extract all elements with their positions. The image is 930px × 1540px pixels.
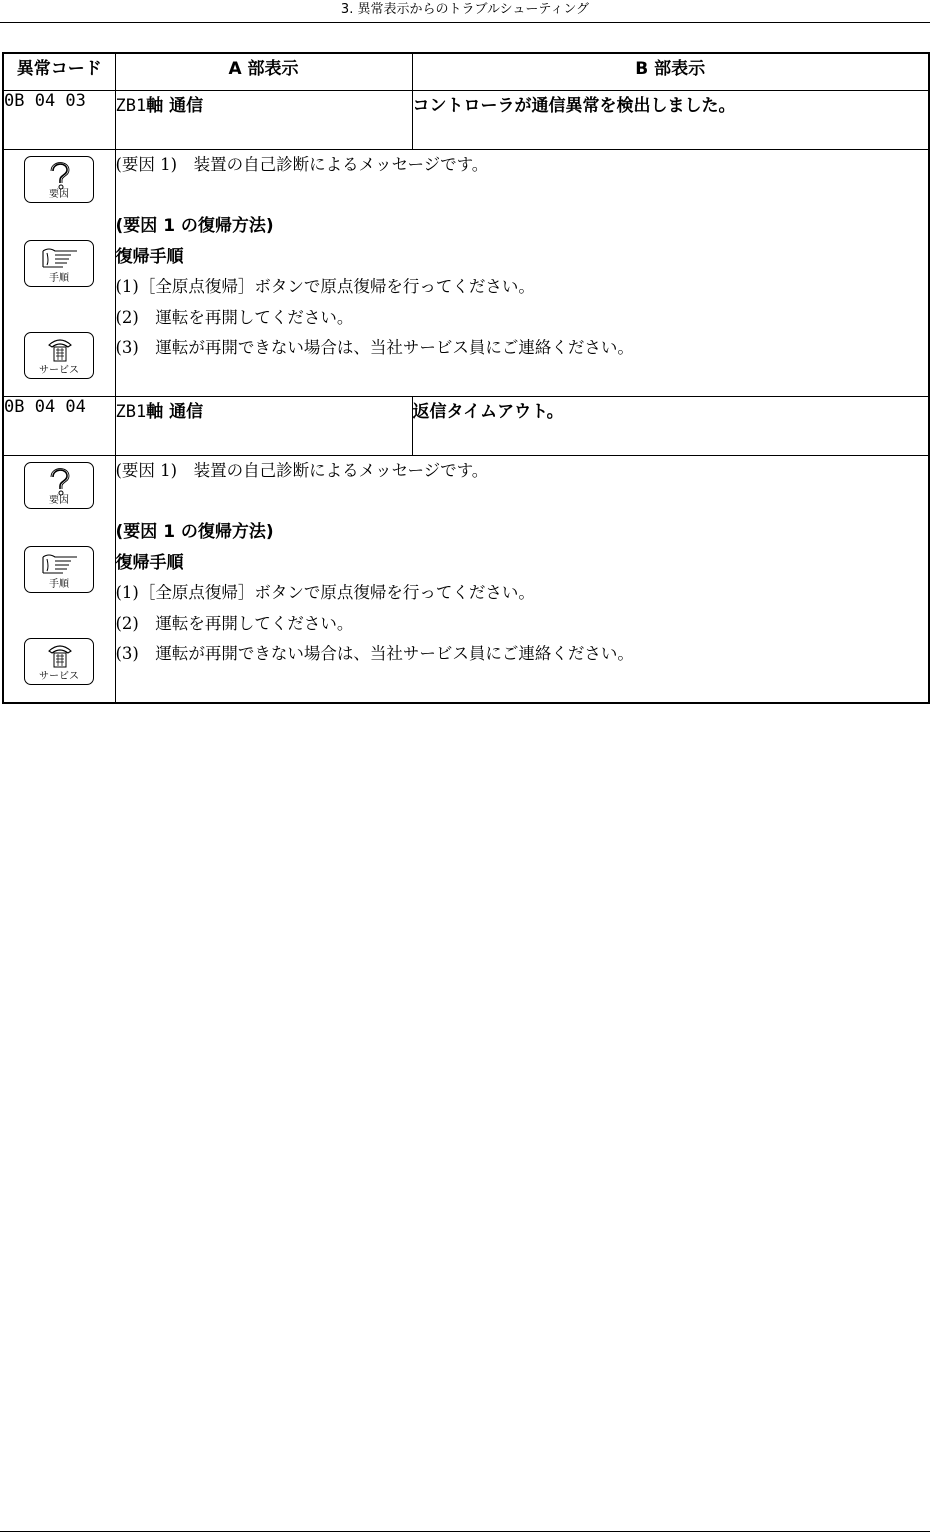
step-item: (3) 運転が再開できない場合は、当社サービス員にご連絡ください。 xyxy=(115,644,634,663)
column-header-code: 異常コード xyxy=(3,53,115,91)
a-display-text: 軸 通信 xyxy=(146,402,204,422)
procedure-icon-label: 手順 xyxy=(49,273,69,284)
column-header-b: B 部表示 xyxy=(412,53,929,91)
cause-text: (要因 1) 装置の自己診断によるメッセージです。 xyxy=(115,155,489,174)
step-item: (1)［全原点復帰］ボタンで原点復帰を行ってください。 xyxy=(115,583,535,602)
error-code: 0B 04 04 xyxy=(3,397,115,456)
recovery-title: (要因 1 の復帰方法) xyxy=(115,216,274,236)
b-display: 返信タイムアウト。 xyxy=(412,397,929,456)
page-header-title: 3. 異常表示からのトラブルシューティング xyxy=(340,2,590,17)
procedure-title: 復帰手順 xyxy=(115,552,184,573)
icon-column xyxy=(3,150,115,397)
detail-row xyxy=(3,150,929,397)
service-icon-label: サービス xyxy=(39,671,79,682)
b-display: コントローラが通信異常を検出しました。 xyxy=(412,91,929,150)
column-header-a: A 部表示 xyxy=(115,53,412,91)
error-code: 0B 04 03 xyxy=(3,91,115,150)
service-icon-label: サービス xyxy=(39,365,79,376)
page-header xyxy=(0,0,930,23)
service-icon xyxy=(24,332,94,379)
step-item: (3) 運転が再開できない場合は、当社サービス員にご連絡ください。 xyxy=(115,338,634,357)
detail-row xyxy=(3,456,929,704)
a-display-ident: ZB1 xyxy=(115,402,147,422)
cause-icon xyxy=(24,462,94,509)
procedure-icon-label: 手順 xyxy=(49,579,69,590)
a-display-ident: ZB1 xyxy=(115,96,147,116)
page-footer-rule xyxy=(0,1531,930,1532)
step-item: (1)［全原点復帰］ボタンで原点復帰を行ってください。 xyxy=(115,277,535,296)
cause-icon-label: 要因 xyxy=(49,495,69,506)
icon-column xyxy=(3,456,115,704)
cause-icon-label: 要因 xyxy=(49,189,69,200)
procedure-title: 復帰手順 xyxy=(115,246,184,267)
procedure-icon xyxy=(24,546,94,593)
cause-icon xyxy=(24,156,94,203)
error-code-table xyxy=(2,52,930,704)
step-item: (2) 運転を再開してください。 xyxy=(115,307,354,327)
a-display-text: 軸 通信 xyxy=(146,96,204,116)
cause-text: (要因 1) 装置の自己診断によるメッセージです。 xyxy=(115,461,489,480)
error-row xyxy=(3,91,929,150)
a-display xyxy=(115,397,412,456)
service-icon xyxy=(24,638,94,685)
error-row xyxy=(3,397,929,456)
recovery-title: (要因 1 の復帰方法) xyxy=(115,522,274,542)
step-item: (2) 運転を再開してください。 xyxy=(115,613,354,633)
procedure-icon xyxy=(24,240,94,287)
table-header-row xyxy=(3,53,929,91)
a-display xyxy=(115,91,412,150)
detail-body xyxy=(115,150,929,397)
detail-body xyxy=(115,456,929,704)
